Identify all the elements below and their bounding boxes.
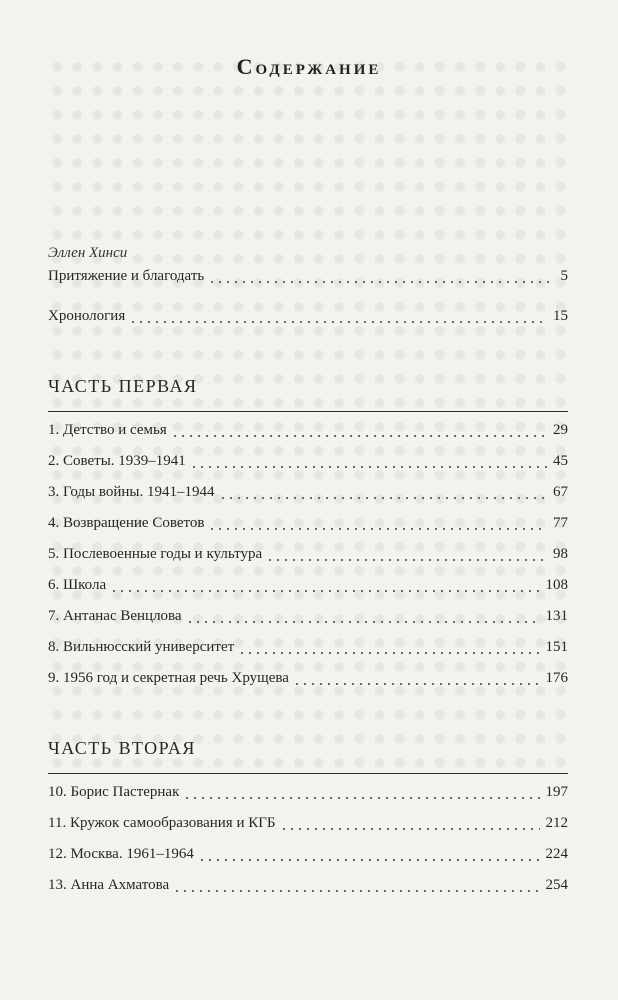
dot-leader [190, 465, 547, 469]
toc-entry-page: 77 [553, 515, 568, 531]
toc-entry[interactable] [48, 877, 568, 899]
toc-entry-label: 6. Школа [48, 577, 107, 593]
toc-entry-label: 7. Антанас Венцлова [48, 608, 182, 624]
toc-entry-label: 13. Анна Ахматова [48, 877, 170, 893]
dot-leader [293, 682, 540, 686]
dot-leader [238, 651, 539, 655]
toc-entry[interactable] [48, 815, 568, 837]
toc-entry-page: 212 [545, 815, 568, 831]
toc-entry[interactable] [48, 484, 568, 506]
dot-leader [208, 527, 547, 531]
toc-entry-page: 197 [545, 784, 568, 800]
part-heading: ЧАСТЬ ВТОРАЯ [48, 738, 196, 758]
toc-entry-page: 29 [553, 422, 568, 438]
toc-entry-page: 151 [545, 639, 568, 655]
toc-entry[interactable] [48, 422, 568, 444]
toc-entry[interactable] [48, 546, 568, 568]
dot-leader [266, 558, 547, 562]
toc-entry[interactable] [48, 639, 568, 661]
toc-entry[interactable] [48, 577, 568, 599]
toc-entry-page: 15 [553, 308, 568, 324]
toc-entry-page: 5 [560, 268, 568, 284]
toc-entry-label: 2. Советы. 1939–1941 [48, 453, 186, 469]
toc-entry-page: 131 [545, 608, 568, 624]
page-title: Содержание [236, 54, 382, 79]
toc-entry-label: Хронология [48, 308, 126, 324]
intro-author: Эллен Хинси [48, 245, 128, 261]
toc-entry-page: 45 [553, 453, 568, 469]
dot-leader [129, 320, 547, 324]
toc-entry-label: 12. Москва. 1961–1964 [48, 846, 194, 862]
section-rule [48, 411, 568, 412]
toc-entry-label: 3. Годы войны. 1941–1944 [48, 484, 215, 500]
toc-entry-page: 67 [553, 484, 568, 500]
toc-entry-page: 108 [545, 577, 568, 593]
dot-leader [219, 496, 548, 500]
dot-leader [280, 827, 540, 831]
toc-entry-label: 8. Вильнюсский университет [48, 639, 235, 655]
dot-leader [110, 589, 539, 593]
toc-entry-label: 1. Детство и семья [48, 422, 167, 438]
toc-entry[interactable] [48, 515, 568, 537]
toc-entry-page: 176 [545, 670, 568, 686]
toc-entry[interactable] [48, 268, 568, 290]
toc-entry-label: Притяжение и благодать [48, 268, 205, 284]
toc-entry-label: 10. Борис Пастернак [48, 784, 180, 800]
section-rule [48, 773, 568, 774]
dot-leader [198, 858, 540, 862]
toc-entry-label: 11. Кружок самообразования и КГБ [48, 815, 276, 831]
toc-entry[interactable] [48, 308, 568, 330]
toc-entry-label: 5. Послевоенные годы и культура [48, 546, 263, 562]
toc-entry[interactable] [48, 846, 568, 868]
toc-entry-label: 9. 1956 год и секретная речь Хрущева [48, 670, 289, 686]
dot-leader [183, 796, 539, 800]
toc-entry[interactable] [48, 784, 568, 806]
dot-leader [186, 620, 540, 624]
toc-entry[interactable] [48, 670, 568, 692]
toc-entry-label: 4. Возвращение Советов [48, 515, 205, 531]
part-heading: ЧАСТЬ ПЕРВАЯ [48, 376, 198, 396]
dot-leader [208, 280, 554, 284]
dot-leader [173, 889, 539, 893]
toc-entry-page: 224 [545, 846, 568, 862]
toc-entry[interactable] [48, 453, 568, 475]
toc-entry[interactable] [48, 608, 568, 630]
toc-entry-page: 254 [545, 877, 568, 893]
toc-entry-page: 98 [553, 546, 568, 562]
dot-leader [171, 434, 547, 438]
